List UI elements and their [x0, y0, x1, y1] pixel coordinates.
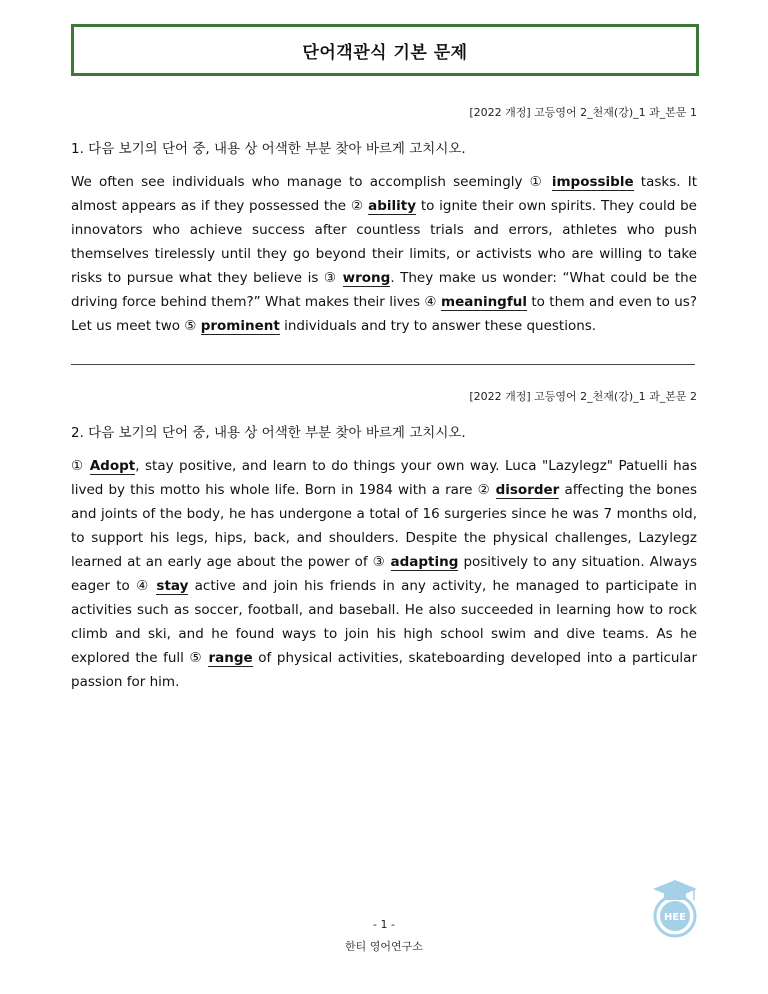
answer-word-3: adapting — [390, 554, 459, 570]
answer-word-1: Adopt — [89, 458, 136, 474]
hee-logo-icon — [650, 878, 700, 938]
passage-text: We often see individuals who manage to accomplish seemingly ① — [71, 174, 552, 190]
passage-text: to ignite their own spirits. They could be innovators who achieve success after countless trials and errors, athletes who push themselves tirelessly until they go beyond their limits, or activists who are willing to take risks to pursue what they believe is ③ — [71, 198, 697, 286]
passage-text: individuals and try to answer these questions. — [279, 318, 597, 334]
passage-text: active and join his friends in any activity, he managed to participate in activities such as soccer, football, and baseball. He also succeeded in learning how to rock climb and ski, and he found ways to join his high school swim and dive teams. As he explored the full ⑤ — [71, 578, 697, 666]
answer-word-5: prominent — [200, 318, 280, 334]
problem-2-source: [2022 개정] 고등영어 2_천재(강)_1 과_본문 2 — [469, 390, 697, 403]
problem-2-passage — [71, 454, 697, 694]
answer-word-4: stay — [156, 578, 189, 594]
answer-word-2: ability — [368, 198, 417, 214]
passage-text: affecting the bones and joints of the body, he has undergone a total of 16 surgeries since he was 7 months old, to support his legs, hips, back, and shoulders. Despite the physical challenges, Lazylegz learned at an early age about the power of ③ — [71, 482, 697, 570]
passage-text: . They make us wonder: “What could be the driving force behind them?” What makes their lives ④ — [71, 270, 697, 310]
answer-word-3: wrong — [342, 270, 391, 286]
problem-1-source: [2022 개정] 고등영어 2_천재(강)_1 과_본문 1 — [469, 106, 697, 119]
passage-text: of physical activities, skateboarding developed into a particular passion for him. — [71, 650, 697, 690]
answer-word-4: meaningful — [441, 294, 527, 310]
passage-text: positively to any situation. Always eager to ④ — [71, 554, 698, 594]
logo-text: HEE — [663, 912, 687, 923]
passage-text: to them and even to us? Let us meet two ⑤ — [71, 294, 697, 334]
answer-word-2: disorder — [495, 482, 560, 498]
answer-word-1: impossible — [551, 174, 634, 190]
problem-2-question: 2. 다음 보기의 단어 중, 내용 상 어색한 부분 찾아 바르게 고치시오. — [71, 425, 466, 441]
publisher-name: 한티 영어연구소 — [345, 940, 423, 953]
problem-1-question: 1. 다음 보기의 단어 중, 내용 상 어색한 부분 찾아 바르게 고치시오. — [71, 141, 466, 157]
section-divider — [71, 364, 695, 365]
problem-1-passage — [71, 170, 697, 338]
answer-word-5: range — [208, 650, 253, 666]
passage-text: tasks. It almost appears as if they possessed the ② — [71, 174, 697, 214]
page-title — [71, 24, 699, 76]
passage-text: , stay positive, and learn to do things your own way. Luca "Lazylegz" Patuelli has lived by this motto his whole life. Born in 1984 with a rare ② — [71, 458, 697, 498]
passage-text: ① — [71, 458, 90, 474]
page-number: - 1 - — [373, 918, 395, 931]
page-title-text: 단어객관식 기본 문제 — [302, 42, 468, 63]
